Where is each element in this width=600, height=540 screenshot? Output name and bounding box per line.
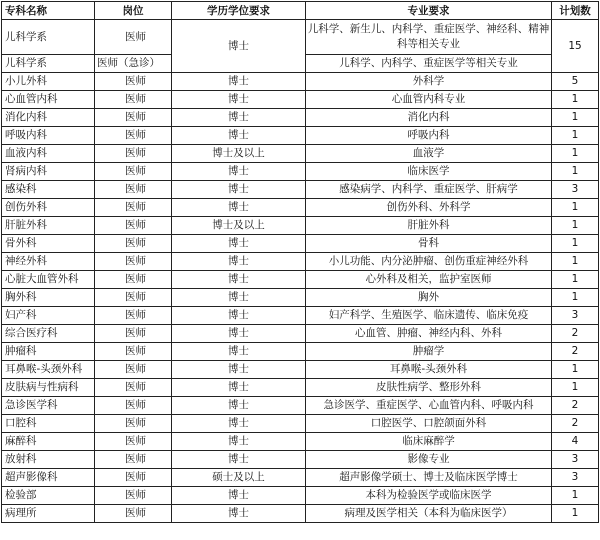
table-row (2, 505, 599, 523)
specialty-cell: 综合医疗科 (2, 325, 95, 343)
major-cell: 创伤外科、外科学 (306, 199, 552, 217)
table-row (2, 20, 599, 55)
specialty-cell: 麻醉科 (2, 433, 95, 451)
count-cell: 1 (552, 91, 599, 109)
specialty-cell: 耳鼻喉-头颈外科 (2, 361, 95, 379)
position-cell: 医师 (95, 73, 172, 91)
position-cell: 医师（急诊） (95, 55, 172, 73)
position-cell: 医师 (95, 505, 172, 523)
count-cell: 3 (552, 469, 599, 487)
count-cell: 1 (552, 199, 599, 217)
major-cell: 皮肤性病学、整形外科 (306, 379, 552, 397)
position-cell: 医师 (95, 325, 172, 343)
major-cell: 心外科及相关，监护室医师 (306, 271, 552, 289)
degree-cell: 博士 (172, 361, 306, 379)
major-cell: 小儿功能、内分泌肿瘤、创伤重症神经外科 (306, 253, 552, 271)
specialty-cell: 肾病内科 (2, 163, 95, 181)
position-cell: 医师 (95, 217, 172, 235)
major-cell: 临床医学 (306, 163, 552, 181)
degree-cell: 博士及以上 (172, 217, 306, 235)
specialty-cell: 儿科学系 (2, 20, 95, 55)
major-cell: 消化内科 (306, 109, 552, 127)
count-cell: 2 (552, 343, 599, 361)
table-row (2, 325, 599, 343)
count-cell: 1 (552, 163, 599, 181)
count-cell: 1 (552, 253, 599, 271)
position-cell: 医师 (95, 145, 172, 163)
degree-cell: 博士 (172, 415, 306, 433)
major-cell: 影像专业 (306, 451, 552, 469)
major-cell: 外科学 (306, 73, 552, 91)
specialty-cell: 创伤外科 (2, 199, 95, 217)
major-cell: 急诊医学、重症医学、心血管内科、呼吸内科 (306, 397, 552, 415)
major-cell: 肝脏外科 (306, 217, 552, 235)
count-cell: 3 (552, 451, 599, 469)
table-row (2, 199, 599, 217)
specialty-cell: 检验部 (2, 487, 95, 505)
position-cell: 医师 (95, 271, 172, 289)
degree-cell: 博士 (172, 379, 306, 397)
degree-cell: 博士 (172, 343, 306, 361)
major-cell: 临床麻醉学 (306, 433, 552, 451)
table-row (2, 343, 599, 361)
table-row (2, 433, 599, 451)
major-cell: 儿科学、新生儿、内科学、重症医学、神经科、精神科等相关专业 (306, 20, 552, 55)
table-row (2, 451, 599, 469)
count-cell: 1 (552, 379, 599, 397)
table-row (2, 289, 599, 307)
header-major: 专业要求 (306, 2, 552, 20)
position-cell: 医师 (95, 289, 172, 307)
major-cell: 心血管、肿瘤、神经内科、外科 (306, 325, 552, 343)
specialty-cell: 骨外科 (2, 235, 95, 253)
specialty-cell: 心脏大血管外科 (2, 271, 95, 289)
table-row (2, 163, 599, 181)
major-cell: 口腔医学、口腔颌面外科 (306, 415, 552, 433)
specialty-cell: 急诊医学科 (2, 397, 95, 415)
major-cell: 本科为检验医学或临床医学 (306, 487, 552, 505)
degree-cell: 博士 (172, 397, 306, 415)
major-cell: 血液学 (306, 145, 552, 163)
position-cell: 医师 (95, 379, 172, 397)
degree-cell: 博士 (172, 73, 306, 91)
degree-cell: 硕士及以上 (172, 469, 306, 487)
count-cell: 1 (552, 271, 599, 289)
degree-cell: 博士 (172, 325, 306, 343)
degree-cell: 博士 (172, 451, 306, 469)
major-cell: 儿科学、内科学、重症医学等相关专业 (306, 55, 552, 73)
count-cell: 1 (552, 145, 599, 163)
position-cell: 医师 (95, 199, 172, 217)
table-row (2, 91, 599, 109)
specialty-cell: 神经外科 (2, 253, 95, 271)
position-cell: 医师 (95, 235, 172, 253)
degree-cell: 博士 (172, 307, 306, 325)
table-row (2, 109, 599, 127)
count-cell: 2 (552, 397, 599, 415)
specialty-cell: 血液内科 (2, 145, 95, 163)
count-cell: 1 (552, 235, 599, 253)
count-cell: 1 (552, 217, 599, 235)
position-cell: 医师 (95, 343, 172, 361)
header-count: 计划数 (552, 2, 599, 20)
degree-cell: 博士 (172, 271, 306, 289)
specialty-cell: 心血管内科 (2, 91, 95, 109)
position-cell: 医师 (95, 397, 172, 415)
position-cell: 医师 (95, 307, 172, 325)
major-cell: 耳鼻喉-头颈外科 (306, 361, 552, 379)
degree-cell: 博士 (172, 505, 306, 523)
count-cell: 1 (552, 361, 599, 379)
table-row (2, 181, 599, 199)
specialty-cell: 病理所 (2, 505, 95, 523)
degree-cell: 博士 (172, 127, 306, 145)
position-cell: 医师 (95, 433, 172, 451)
specialty-cell: 肿瘤科 (2, 343, 95, 361)
table-row (2, 253, 599, 271)
degree-cell: 博士 (172, 91, 306, 109)
degree-cell: 博士 (172, 253, 306, 271)
count-cell: 1 (552, 127, 599, 145)
specialty-cell: 消化内科 (2, 109, 95, 127)
header-degree: 学历学位要求 (172, 2, 306, 20)
major-cell: 心血管内科专业 (306, 91, 552, 109)
degree-cell: 博士及以上 (172, 145, 306, 163)
major-cell: 感染病学、内科学、重症医学、肝病学 (306, 181, 552, 199)
count-cell: 4 (552, 433, 599, 451)
position-cell: 医师 (95, 163, 172, 181)
major-cell: 骨科 (306, 235, 552, 253)
position-cell: 医师 (95, 415, 172, 433)
count-cell: 1 (552, 109, 599, 127)
position-cell: 医师 (95, 109, 172, 127)
specialty-cell: 口腔科 (2, 415, 95, 433)
specialty-cell: 小儿外科 (2, 73, 95, 91)
count-cell: 3 (552, 307, 599, 325)
degree-cell: 博士 (172, 20, 306, 73)
specialty-cell: 胸外科 (2, 289, 95, 307)
major-cell: 妇产科学、生殖医学、临床遗传、临床免疫 (306, 307, 552, 325)
major-cell: 肿瘤学 (306, 343, 552, 361)
header-specialty: 专科名称 (2, 2, 95, 20)
specialty-cell: 儿科学系 (2, 55, 95, 73)
major-cell: 胸外 (306, 289, 552, 307)
degree-cell: 博士 (172, 181, 306, 199)
table-row (2, 307, 599, 325)
position-cell: 医师 (95, 127, 172, 145)
table-row (2, 145, 599, 163)
count-cell: 2 (552, 415, 599, 433)
count-cell: 1 (552, 505, 599, 523)
table-row (2, 271, 599, 289)
position-cell: 医师 (95, 361, 172, 379)
position-cell: 医师 (95, 469, 172, 487)
table-row (2, 487, 599, 505)
specialty-cell: 呼吸内科 (2, 127, 95, 145)
specialty-cell: 放射科 (2, 451, 95, 469)
table-row (2, 397, 599, 415)
degree-cell: 博士 (172, 289, 306, 307)
table-row (2, 361, 599, 379)
position-cell: 医师 (95, 181, 172, 199)
position-cell: 医师 (95, 20, 172, 55)
count-cell: 15 (552, 20, 599, 73)
specialty-cell: 肝脏外科 (2, 217, 95, 235)
major-cell: 超声影像学硕士、博士及临床医学博士 (306, 469, 552, 487)
degree-cell: 博士 (172, 163, 306, 181)
header-row (2, 2, 599, 20)
count-cell: 1 (552, 487, 599, 505)
table-row (2, 127, 599, 145)
major-cell: 呼吸内科 (306, 127, 552, 145)
recruitment-table (1, 1, 599, 523)
table-row (2, 235, 599, 253)
specialty-cell: 妇产科 (2, 307, 95, 325)
specialty-cell: 超声影像科 (2, 469, 95, 487)
table-row (2, 73, 599, 91)
degree-cell: 博士 (172, 109, 306, 127)
position-cell: 医师 (95, 91, 172, 109)
degree-cell: 博士 (172, 487, 306, 505)
table-row (2, 217, 599, 235)
table-row (2, 415, 599, 433)
position-cell: 医师 (95, 451, 172, 469)
table-row (2, 469, 599, 487)
count-cell: 3 (552, 181, 599, 199)
degree-cell: 博士 (172, 433, 306, 451)
count-cell: 2 (552, 325, 599, 343)
degree-cell: 博士 (172, 199, 306, 217)
major-cell: 病理及医学相关（本科为临床医学） (306, 505, 552, 523)
count-cell: 1 (552, 289, 599, 307)
degree-cell: 博士 (172, 235, 306, 253)
specialty-cell: 皮肤病与性病科 (2, 379, 95, 397)
position-cell: 医师 (95, 253, 172, 271)
table-row (2, 379, 599, 397)
header-position: 岗位 (95, 2, 172, 20)
specialty-cell: 感染科 (2, 181, 95, 199)
position-cell: 医师 (95, 487, 172, 505)
count-cell: 5 (552, 73, 599, 91)
